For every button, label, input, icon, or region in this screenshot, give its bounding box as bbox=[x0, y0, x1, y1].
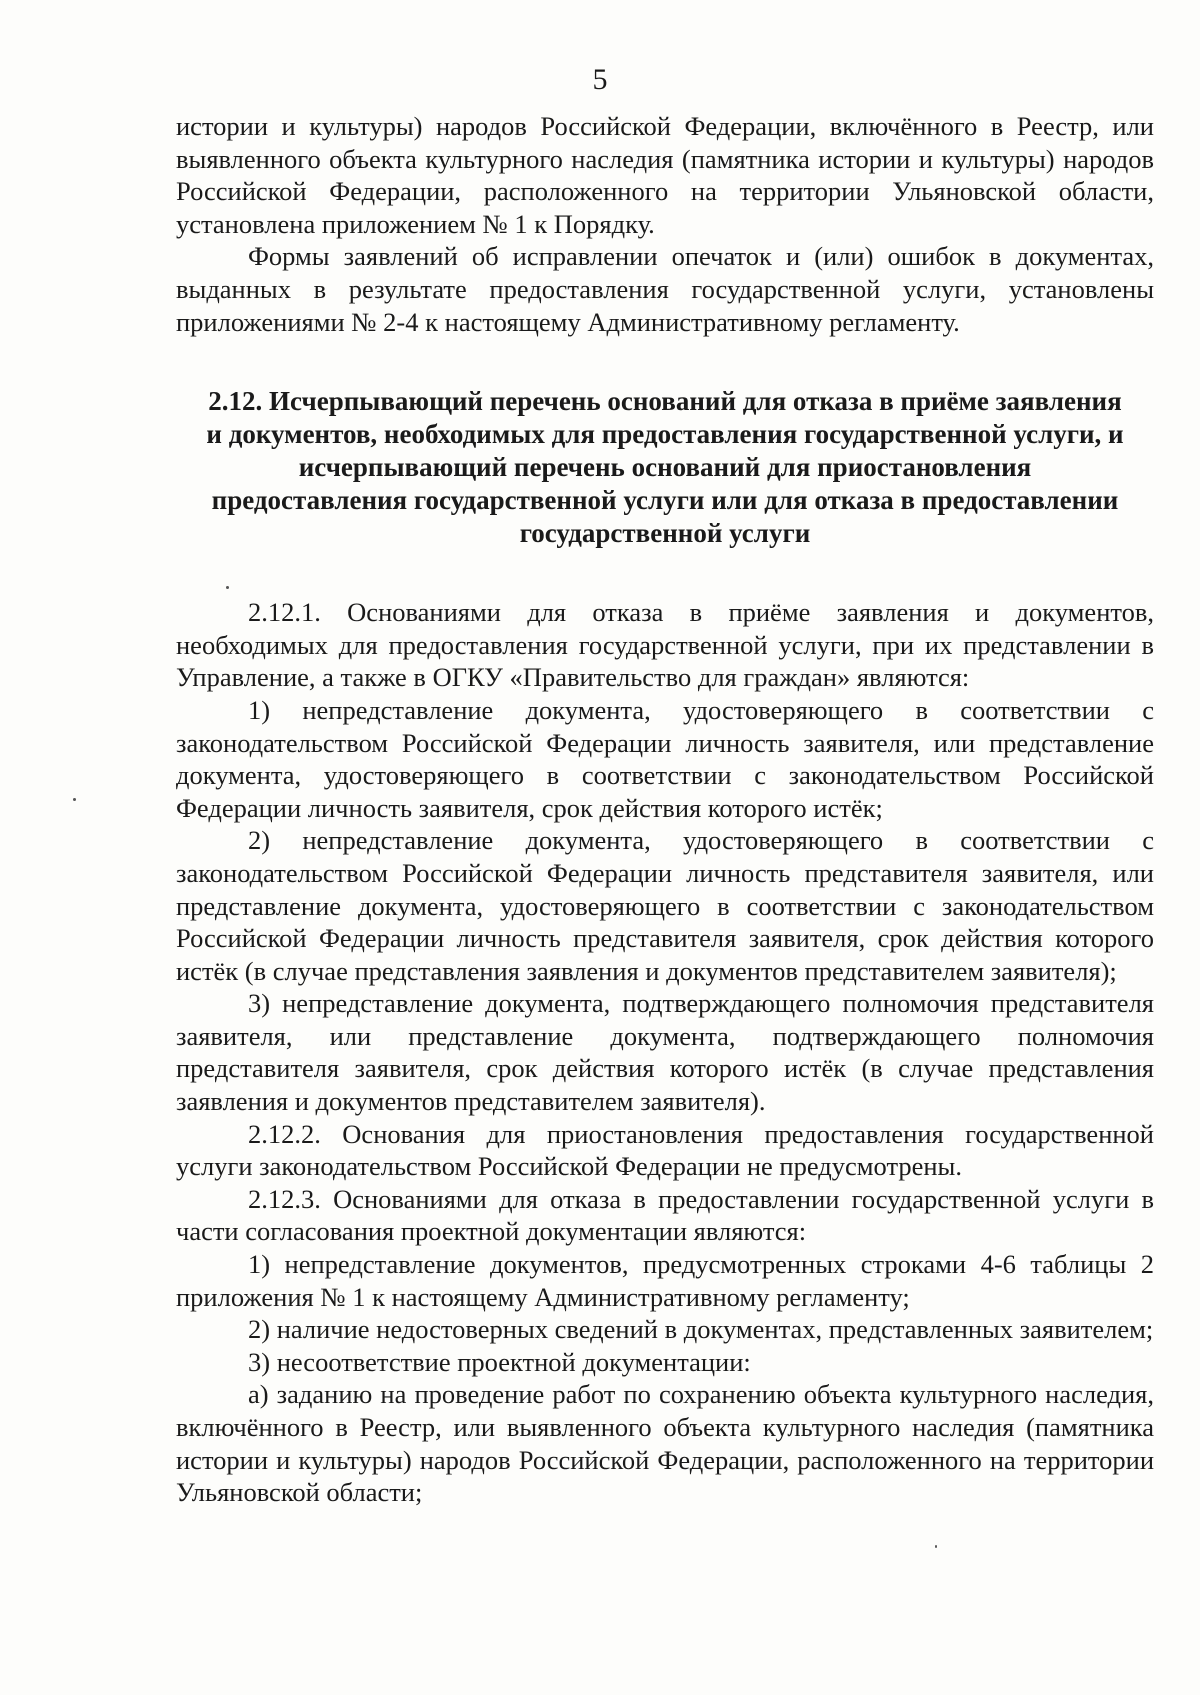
refusal-item-3: 3) несоответствие проектной документации: bbox=[248, 1346, 751, 1377]
paragraph-continuation: истории и культуры) народов Российской Федерации, включённого в Реестр, или выявленного объекта культурного наследия (памятника истории и культуры) народов Российской Федерации, расположенного на территории Ульяновской области, установлена приложением № 1 к Порядку. bbox=[176, 111, 1154, 239]
list-item-3: 3) непредставление документа, подтверждающего полномочия представителя заявителя, или представление документа, подтверждающего полномочия представителя заявителя, срок действия которого истёк (в случае представления заявления и документов представителем заявителя). bbox=[176, 988, 1154, 1117]
paragraph-2-12-2: 2.12.2. Основания для приостановления предоставления государственной услуги законодательством Российской Федерации не предусмотрены. bbox=[176, 1118, 1154, 1182]
scan-speck bbox=[226, 586, 229, 589]
scan-speck bbox=[935, 1545, 937, 1548]
section-heading: 2.12. Исчерпывающий перечень оснований для отказа в приёме заявления и документов, необходимых для предоставления государственной услуги, и исчерпывающий перечень оснований для приостановления предоставления государственной услуги или для отказа в предоставлении государственной услуги bbox=[206, 386, 1124, 549]
paragraph-forms: Формы заявлений об исправлении опечаток и (или) ошибок в документах, выданных в результате предоставления государственной услуги, установлены приложениями № 2-4 к настоящему Административному регламенту. bbox=[176, 241, 1154, 337]
refusal-subitem-a: а) заданию на проведение работ по сохранению объекта культурного наследия, включённого в Реестр, или выявленного объекта культурного наследия (памятника истории и культуры) народов Российской Федерации, расположенного на территории Ульяновской области; bbox=[176, 1379, 1154, 1508]
refusal-item-1: 1) непредставление документов, предусмотренных строками 4-6 таблицы 2 приложения № 1 к настоящему Административному регламенту; bbox=[176, 1249, 1154, 1312]
paragraph-2-12-3: 2.12.3. Основаниями для отказа в предоставлении государственной услуги в части согласования проектной документации являются: bbox=[176, 1183, 1154, 1247]
refusal-item-2: 2) наличие недостоверных сведений в документах, представленных заявителем; bbox=[248, 1314, 1154, 1345]
list-item-1: 1) непредставление документа, удостоверяющего в соответствии с законодательством Российской Федерации личность заявителя, или представление документа, удостоверяющего в соответствии с законодательством Российской Федерации личность заявителя, срок действия которого истёк; bbox=[176, 694, 1154, 823]
paragraph-2-12-1: 2.12.1. Основаниями для отказа в приёме заявления и документов, необходимых для предоставления государственной услуги, при их представлении в Управление, а также в ОГКУ «Правительство для граждан» являются: bbox=[176, 597, 1154, 693]
scan-speck bbox=[73, 798, 76, 801]
list-item-2: 2) непредставление документа, удостоверяющего в соответствии с законодательством Российской Федерации личность представителя заявителя, или представление документа, удостоверяющего в соответствии с законодательством Российской Федерации личность представителя заявителя, срок действия которого истёк (в случае представления заявления и документов представителем заявителя); bbox=[176, 825, 1154, 986]
document-body bbox=[176, 110, 1154, 1509]
page-number: 5 bbox=[592, 63, 608, 96]
